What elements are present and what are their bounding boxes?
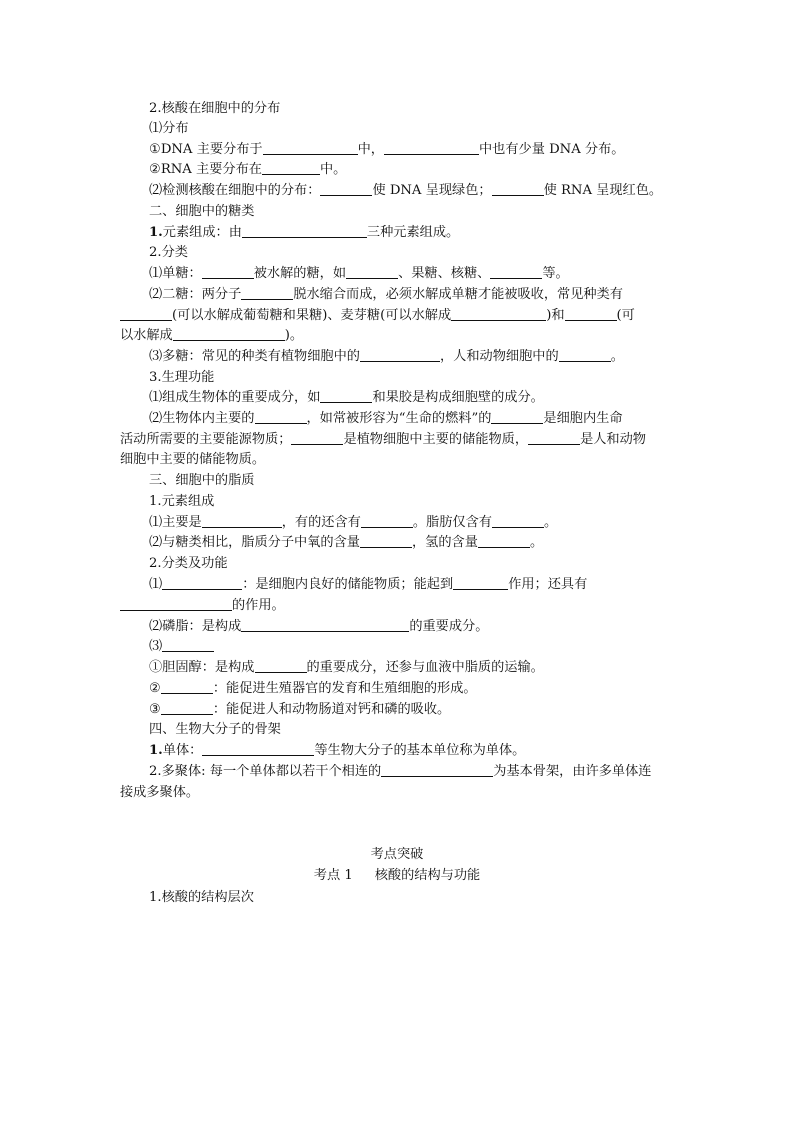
section-subtitle-center: 考点 1 核酸的结构与功能 [313,868,481,883]
blank [255,409,307,424]
text-line: ⑵与糖类相比，脂质分子中氧的含量 ，氢的含量 。 [149,535,544,550]
text-line: ②RNA 主要分布在 中。 [149,162,347,177]
text-line: 以水解成 )。 [120,328,304,343]
subheading: 1.元素组成 [149,494,215,509]
blank [490,264,542,279]
blank [173,326,285,341]
section-heading: 二、细胞中的糖类 [149,204,255,219]
blank [255,658,307,673]
blank [451,306,546,321]
text-line: ⑴组成生物体的重要成分，如 和果胶是构成细胞壁的成分。 [149,390,544,405]
blank [291,430,343,445]
blank [202,741,314,756]
section-heading: 四、生物大分子的骨架 [149,722,281,737]
blank [360,533,412,548]
blank [161,679,213,694]
text-line: 活动所需要的主要能源物质； 是植物细胞中主要的储能物质， 是人和动物 [120,432,646,447]
blank [162,575,242,590]
blank [381,762,493,777]
text-line: 细胞中主要的储能物质。 [120,452,266,467]
blank [202,264,254,279]
blank [241,617,409,632]
blank [346,264,398,279]
subheading: ⑴分布 [149,121,189,136]
text-line: 接成多聚体。 [120,785,200,800]
blank [492,513,544,528]
blank [478,533,530,548]
text-line: ⑵生物体内主要的 ，如常被形容为“生命的燃料”的 是细胞内生命 [149,411,623,426]
blank [565,306,617,321]
text-line: 的作用。 [120,596,680,616]
blank [242,223,367,238]
blank [320,181,372,196]
text-line: ⑵二糖：两分子 脱水缩合而成，必须水解成单糖才能被吸收，常见种类有 [149,287,623,302]
blank [120,596,232,611]
text-line: ⑵检测核酸在细胞中的分布： 使 DNA 呈现绿色； 使 RNA 呈现红色。 [149,183,663,198]
blank [320,388,372,403]
blank [161,700,213,715]
section-heading: 三、细胞中的脂质 [149,473,255,488]
text-line: 1.核酸的结构层次 [149,890,254,905]
blank [241,285,293,300]
blank [453,575,508,590]
text-line: ①胆固醇：是构成 的重要成分，还参与血液中脂质的运输。 [149,660,544,675]
blank [120,306,172,321]
text-line: ⑶多糖：常见的种类有植物细胞中的 ，人和动物细胞中的 。 [149,349,624,364]
blank [202,513,282,528]
blank [162,637,214,652]
text-line: ② ：能促进生殖器官的发育和生殖细胞的形成。 [149,681,477,696]
text-line: 1.单体： 等生物大分子的基本单位称为单体。 [149,743,526,758]
blank [384,140,479,155]
subheading: 2.分类 [149,245,188,260]
text-line: ③ ：能促进人和动物肠道对钙和磷的吸收。 [149,702,451,717]
text-line: 2.多聚体: 每一个单体都以若干个相连的 为基本骨架，由许多单体连 [149,764,652,779]
blank [263,140,358,155]
text-line: ①DNA 主要分布于 中， 中也有少量 DNA 分布。 [149,142,625,157]
text-line: 1.元素组成：由 三种元素组成。 [149,225,460,240]
blank [491,409,543,424]
text-line: ⑶ [149,637,709,657]
subheading: 3.生理功能 [149,370,215,385]
text-line: ⑵磷脂：是构成 的重要成分。 [149,619,489,634]
section-title-center: 考点突破 [370,847,424,862]
blank [492,181,544,196]
subheading: 2.分类及功能 [149,556,228,571]
blank [262,160,320,175]
text-line: ⑴ ：是细胞内良好的储能物质；能起到 作用；还具有 [149,577,588,592]
section-title: 2.核酸在细胞中的分布 [149,101,281,116]
blank [528,430,580,445]
text-line: (可以水解成葡萄糖和果糖)、麦芽糖(可以水解成 )和 (可 [120,306,680,326]
text-line: ⑴主要是 ，有的还含有 。脂肪仅含有 。 [149,515,558,530]
blank [360,347,440,362]
text-line: ⑴单糖： 被水解的糖，如 、果糖、核糖、 等。 [149,266,569,281]
blank [559,347,611,362]
blank [361,513,413,528]
